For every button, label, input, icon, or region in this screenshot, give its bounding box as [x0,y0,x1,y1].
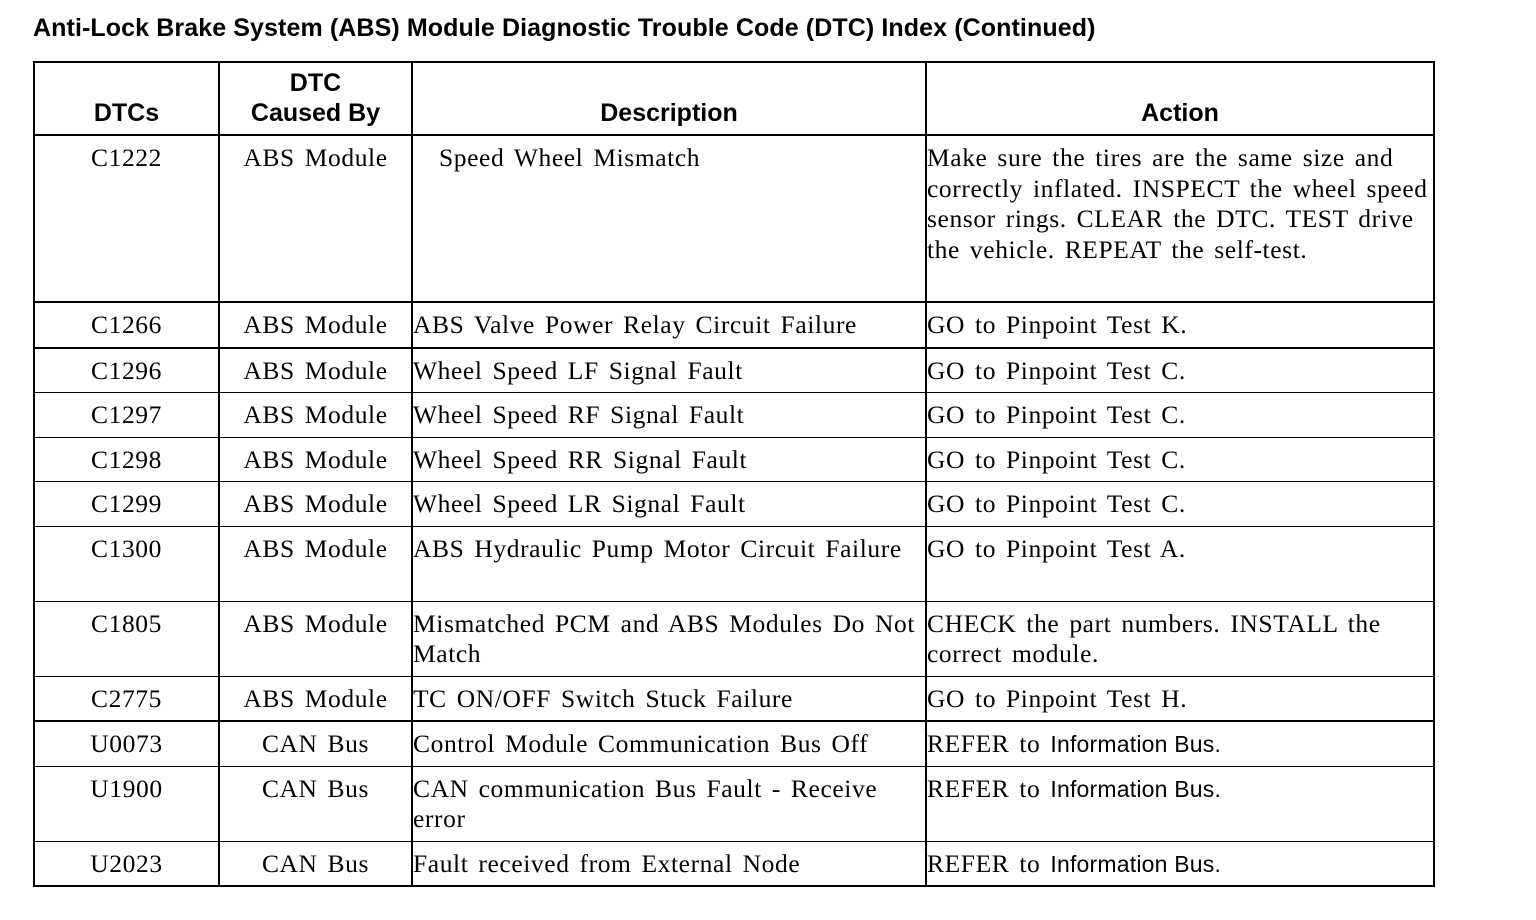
information-bus-reference: Information Bus. [1050,731,1222,757]
dtc-description: Fault received from External Node [412,841,926,886]
dtc-action: GO to Pinpoint Test C. [926,393,1434,438]
dtc-code: U0073 [34,721,219,766]
dtc-description: ABS Hydraulic Pump Motor Circuit Failure [412,526,926,601]
dtc-description: Wheel Speed LF Signal Fault [412,348,926,393]
dtc-code: U1900 [34,766,219,841]
information-bus-reference: Information Bus. [1050,775,1222,802]
dtc-code: C1222 [34,135,219,302]
dtc-caused-by: ABS Module [219,437,412,482]
dtc-code: C2775 [34,676,219,721]
dtc-code: C1266 [34,302,219,348]
page-title: Anti-Lock Brake System (ABS) Module Diagnostic Trouble Code (DTC) Index (Continued) [33,14,1096,42]
dtc-action: GO to Pinpoint Test C. [926,348,1434,393]
dtc-action: GO to Pinpoint Test C. [926,437,1434,482]
table-row [34,721,1434,766]
dtc-description: Wheel Speed RR Signal Fault [412,437,926,482]
table-row [34,302,1434,348]
dtc-index-table [33,61,1435,887]
dtc-code: C1298 [34,437,219,482]
dtc-action: GO to Pinpoint Test H. [926,676,1434,721]
dtc-caused-by: CAN Bus [219,721,412,766]
information-bus-reference: Information Bus. [1050,850,1222,877]
header-dtcs: DTCs [34,62,219,135]
dtc-caused-by: ABS Module [219,482,412,527]
dtc-action: REFER to Information Bus. [926,721,1434,766]
table-row [34,482,1434,527]
dtc-description: CAN communication Bus Fault - Receive error [412,766,926,841]
dtc-action: Make sure the tires are the same size and correctly inflated. INSPECT the wheel speed sensor rings. CLEAR the DTC. TEST drive the vehicle. REPEAT the self-test. [926,135,1434,302]
dtc-description: Wheel Speed RF Signal Fault [412,393,926,438]
dtc-code: C1297 [34,393,219,438]
dtc-caused-by: ABS Module [219,302,412,348]
dtc-caused-by: ABS Module [219,526,412,601]
header-action: Action [926,62,1434,135]
table-row [34,601,1434,676]
dtc-caused-by: ABS Module [219,348,412,393]
table-row [34,348,1434,393]
dtc-caused-by: ABS Module [219,393,412,438]
dtc-action: GO to Pinpoint Test K. [926,302,1434,348]
table-header-row [34,62,1434,135]
table-row [34,841,1434,886]
table-row [34,393,1434,438]
dtc-action: GO to Pinpoint Test C. [926,482,1434,527]
table-row [34,437,1434,482]
dtc-code: C1805 [34,601,219,676]
table-row [34,676,1434,721]
dtc-description: TC ON/OFF Switch Stuck Failure [412,676,926,721]
header-caused-by: DTC Caused By [219,62,412,135]
dtc-description: Control Module Communication Bus Off [412,721,926,766]
dtc-caused-by: ABS Module [219,601,412,676]
table-row [34,766,1434,841]
dtc-description: Speed Wheel Mismatch [412,135,926,302]
dtc-description: Wheel Speed LR Signal Fault [412,482,926,527]
header-description: Description [412,62,926,135]
dtc-code: C1299 [34,482,219,527]
dtc-code: U2023 [34,841,219,886]
dtc-caused-by: ABS Module [219,135,412,302]
dtc-description: ABS Valve Power Relay Circuit Failure [412,302,926,348]
dtc-action: REFER to Information Bus. [926,841,1434,886]
dtc-caused-by: CAN Bus [219,841,412,886]
dtc-code: C1300 [34,526,219,601]
dtc-action: CHECK the part numbers. INSTALL the correct module. [926,601,1434,676]
dtc-caused-by: CAN Bus [219,766,412,841]
table-row [34,135,1434,302]
dtc-code: C1296 [34,348,219,393]
dtc-action: GO to Pinpoint Test A. [926,526,1434,601]
dtc-description: Mismatched PCM and ABS Modules Do Not Match [412,601,926,676]
dtc-caused-by: ABS Module [219,676,412,721]
dtc-action: REFER to Information Bus. [926,766,1434,841]
table-row [34,526,1434,601]
